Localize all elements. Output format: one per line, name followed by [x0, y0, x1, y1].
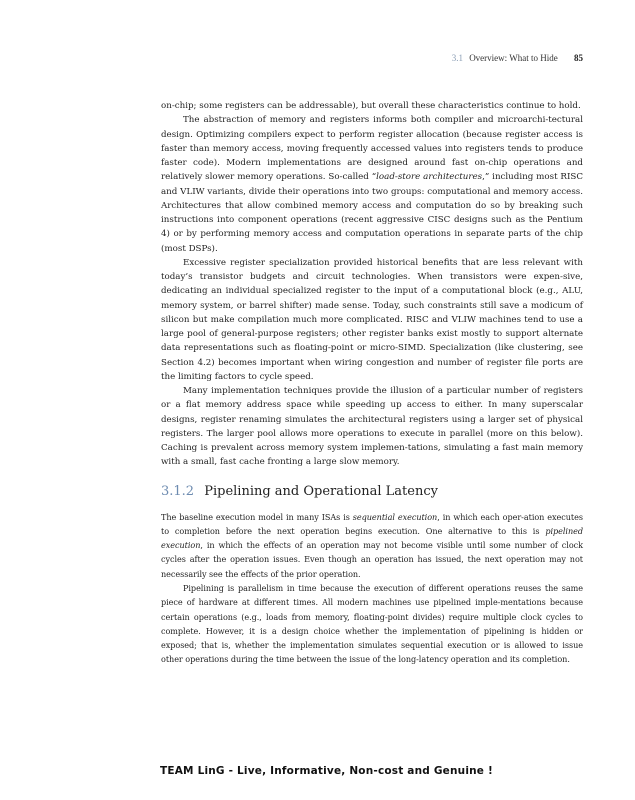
- running-head: [452, 53, 583, 63]
- paragraph-text: ,” including most RISC and VLIW variants, divide their operations into two groups: computational and memory access. Architectures that allow combined memory access and computation do so by breaking such instructions into component operations (recent aggressive CISC designs such as the Pentium 4) or by performing memory access and computation operations in separate parts of the chip (most DSPs).: [161, 172, 583, 254]
- paragraph-text: , in which each oper-ation executes to completion before the next operation begins execution. One alternative to this is: [161, 511, 583, 536]
- paragraph: [161, 113, 583, 256]
- paragraph: on-chip; some registers can be addressable), but overall these characteristics continue to hold.: [161, 101, 581, 111]
- paragraph-text: , in which the effects of an operation may not become visible until some number of clock cycles after the operation issues. Even though an operation has issued, the next operation may not necessarily see the effects of the prior operation.: [161, 540, 583, 579]
- body-text: [161, 99, 583, 667]
- section-number: 3.1.2: [161, 483, 195, 499]
- running-head-title: Overview: What to Hide: [469, 53, 558, 63]
- section-heading: [161, 482, 583, 502]
- term-pipelined-execution: pipelined execution: [161, 525, 583, 551]
- term-load-store-architectures: load-store architectures: [376, 172, 483, 183]
- paragraph-text: The baseline execution model in many ISAs is: [161, 511, 353, 522]
- footer-banner: TEAM LinG - Live, Informative, Non-cost and Genuine !: [160, 765, 493, 777]
- paragraph: Pipelining is parallelism in time because the execution of different operations reuses the same piece of hardware at different times. All modern machines use pipelined imple-mentations because certain operations (e.g., loads from memory, floating-point divides) require multiple clock cycles to complete. However, it is a design choice whether the implementation of pipelining is hidden or exposed; that is, whether the implementation simulates sequential execution or is allowed to issue other operations during the time between the issue of the long-latency operation and its completion.: [161, 582, 583, 665]
- paragraph: [161, 510, 583, 581]
- paragraph-text: The abstraction of memory and registers informs both compiler and microarchi-tectural design. Optimizing compilers expect to perform register allocation (because register access is faster than memory access, moving frequently accessed values into registers tends to produce faster code). Modern implementations are designed around fast on-chip operations and relatively slower memory operations. So-called “: [161, 115, 583, 183]
- paragraph: Excessive register specialization provided historical benefits that are less relevant with today’s transistor budgets and circuit technologies. When transistors were expen-sive, dedicating an individual specialized register to the input of a computational block (e.g., ALU, memory system, or barrel shifter) made sense. Today, such constraints still save a modicum of silicon but make compilation much more complicated. RISC and VLIW machines tend to use a large pool of general-purpose registers; other register banks exist mostly to support alternate data representations such as floating-point or micro-SIMD. Specialization (like clustering, see Section 4.2) becomes important when wiring congestion and number of register file ports are the limiting factors to cycle speed.: [161, 257, 583, 382]
- section-title: Pipelining and Operational Latency: [204, 483, 438, 499]
- term-sequential-execution: sequential execution: [352, 511, 438, 522]
- paragraph: Many implementation techniques provide the illusion of a particular number of registers or a flat memory address space while speeding up access to either. In many superscalar designs, register renaming simulates the architectural registers using a larger set of physical registers. The larger pool allows more operations to execute in parallel (more on this below). Caching is prevalent across memory system implemen-tations, simulating a fast main memory with a small, fast cache fronting a large slow memory.: [161, 386, 583, 468]
- page-number: 85: [574, 53, 583, 63]
- running-head-section-number: 3.1: [451, 53, 463, 63]
